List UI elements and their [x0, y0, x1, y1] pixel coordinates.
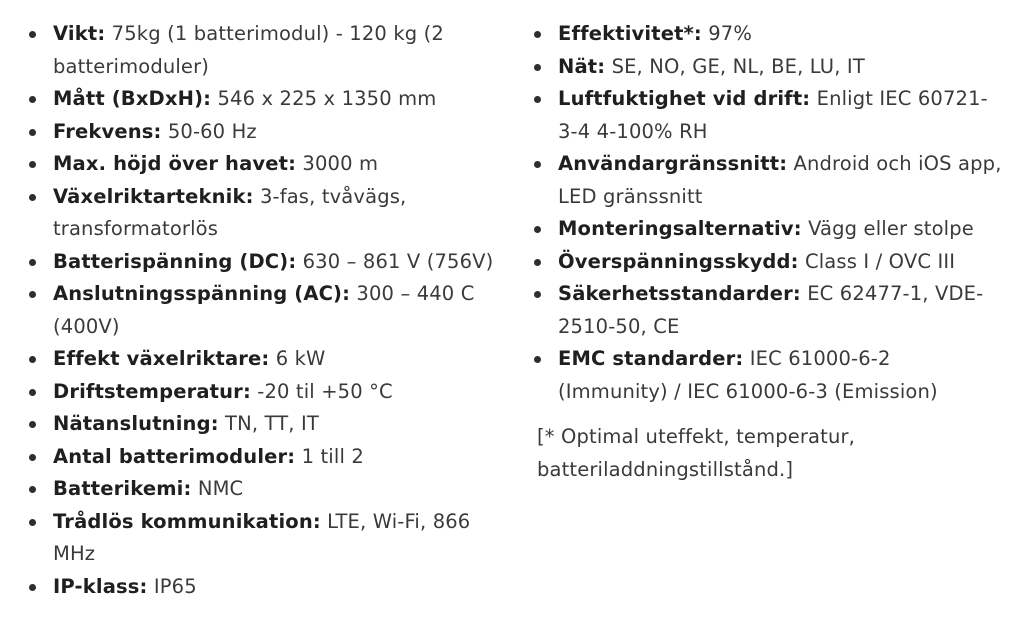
spec-value: Vägg eller stolpe	[808, 217, 974, 240]
spec-label: Mått (BxDxH):	[53, 87, 212, 110]
spec-value: Android och iOS app, LED gränssnitt	[558, 152, 1002, 208]
spec-item	[527, 18, 1005, 51]
spec-column-left	[22, 18, 498, 603]
spec-value: IP65	[153, 574, 197, 598]
bullet-icon	[29, 129, 36, 136]
spec-value: EC 62477-1, VDE-2510-50, CE	[558, 282, 984, 338]
spec-label: Trådlös kommunikation:	[53, 509, 321, 533]
spec-value: TN, TT, IT	[225, 412, 319, 435]
spec-value: Enligt IEC 60721-3-4 4-100% RH	[558, 87, 988, 143]
bullet-icon	[29, 389, 36, 396]
footnote: [* Optimal uteffekt, temperatur, batteriladdningstillstånd.]	[537, 425, 855, 481]
spec-list-left	[22, 18, 498, 603]
spec-list-right	[527, 18, 1005, 408]
spec-label: Antal batterimoduler:	[53, 444, 296, 468]
spec-label: Frekvens:	[53, 119, 162, 143]
spec-item	[527, 148, 1005, 213]
spec-label: Effektivitet*:	[558, 22, 702, 45]
spec-label: Nät:	[558, 54, 606, 78]
spec-item	[22, 506, 498, 571]
spec-item	[527, 246, 1005, 279]
bullet-icon	[29, 259, 36, 266]
spec-value: -20 til +50 °C	[257, 379, 393, 403]
spec-label: Säkerhetsstandarder:	[558, 282, 801, 305]
spec-value: 630 – 861 V (756V)	[302, 249, 494, 273]
bullet-icon	[534, 161, 541, 168]
spec-item	[22, 408, 498, 441]
bullet-icon	[534, 356, 541, 363]
bullet-icon	[29, 291, 36, 298]
spec-value: 3000 m	[302, 152, 379, 175]
spec-label: Vikt:	[53, 22, 106, 45]
bullet-icon	[29, 356, 36, 363]
spec-value: Class I / OVC III	[804, 249, 956, 273]
spec-label: Max. höjd över havet:	[53, 152, 297, 175]
spec-label: Överspänningsskydd:	[558, 249, 799, 273]
bullet-icon	[534, 226, 541, 233]
spec-label: Luftfuktighet vid drift:	[558, 87, 811, 110]
bullet-icon	[534, 31, 541, 38]
spec-label: Monteringsalternativ:	[558, 217, 802, 240]
spec-item	[22, 441, 498, 474]
spec-item	[22, 278, 498, 343]
spec-label: Anslutningsspänning (AC):	[53, 282, 351, 305]
spec-item	[527, 278, 1005, 343]
spec-value: 300 – 440 C (400V)	[53, 282, 475, 338]
spec-item	[22, 116, 498, 149]
spec-item	[22, 181, 498, 246]
bullet-icon	[534, 259, 541, 266]
bullet-icon	[29, 31, 36, 38]
spec-label: EMC standarder:	[558, 347, 744, 370]
spec-value: 546 x 225 x 1350 mm	[217, 87, 437, 110]
bullet-icon	[29, 486, 36, 493]
spec-value: LTE, Wi-Fi, 866 MHz	[53, 509, 471, 565]
spec-label: Driftstemperatur:	[53, 379, 251, 403]
bullet-icon	[29, 454, 36, 461]
spec-value: NMC	[197, 477, 244, 500]
spec-value: SE, NO, GE, NL, BE, LU, IT	[611, 54, 865, 78]
bullet-icon	[534, 291, 541, 298]
spec-label: Nätanslutning:	[53, 412, 219, 435]
bullet-icon	[534, 64, 541, 71]
spec-item	[22, 18, 498, 83]
spec-value: 1 till 2	[301, 444, 364, 468]
spec-item	[527, 213, 1005, 246]
bullet-icon	[29, 161, 36, 168]
spec-label: Användargränssnitt:	[558, 152, 788, 175]
bullet-icon	[29, 194, 36, 201]
spec-value: IEC 61000-6-2 (Immunity) / IEC 61000-6-3 (Emission)	[558, 347, 938, 403]
spec-label: Effekt växelriktare:	[53, 347, 270, 370]
spec-value: 50-60 Hz	[167, 119, 257, 143]
spec-item	[527, 51, 1005, 84]
spec-item	[527, 343, 1005, 408]
spec-item	[22, 473, 498, 506]
spec-value: 3-fas, tvåvägs, transformatorlös	[53, 184, 407, 240]
spec-label: Batterikemi:	[53, 477, 192, 500]
bullet-icon	[29, 584, 36, 591]
spec-label: Batterispänning (DC):	[53, 249, 297, 273]
bullet-icon	[29, 421, 36, 428]
spec-label: Växelriktarteknik:	[53, 184, 254, 208]
spec-item	[22, 246, 498, 279]
spec-value: 97%	[708, 22, 753, 45]
bullet-icon	[29, 96, 36, 103]
spec-value: 75kg (1 batterimodul) - 120 kg (2 batterimoduler)	[53, 22, 444, 78]
bullet-icon	[534, 96, 541, 103]
spec-item	[22, 571, 498, 604]
bullet-icon	[29, 519, 36, 526]
spec-item	[22, 148, 498, 181]
spec-item	[527, 83, 1005, 148]
spec-item	[22, 343, 498, 376]
spec-label: IP-klass:	[53, 574, 148, 598]
spec-column-right	[527, 18, 1005, 486]
spec-item	[22, 376, 498, 409]
spec-item	[22, 83, 498, 116]
spec-value: 6 kW	[275, 347, 326, 370]
